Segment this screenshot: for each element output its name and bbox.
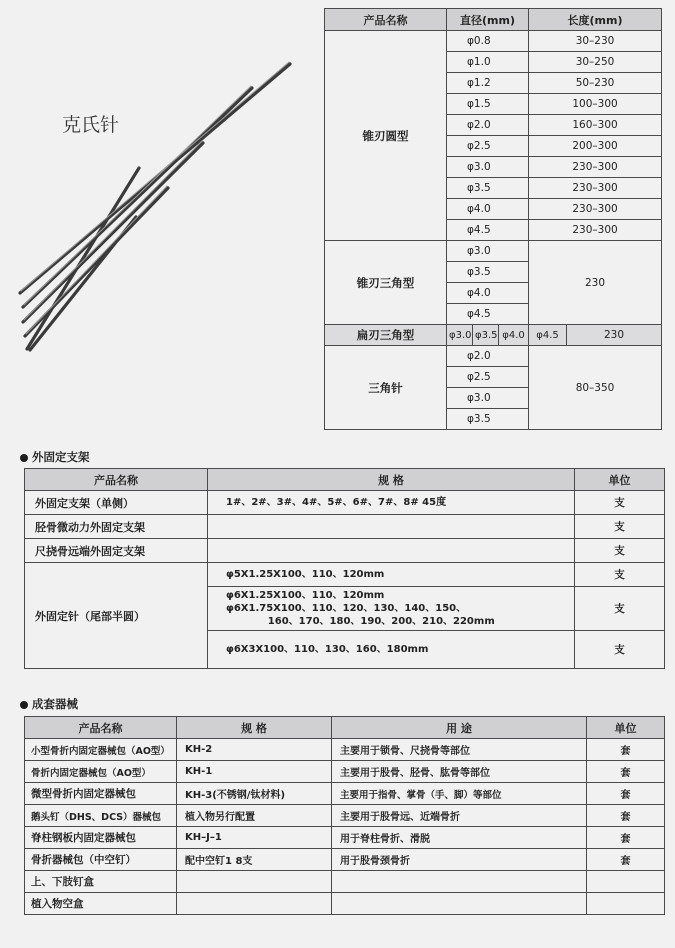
diameter-cell: φ0.8 [447, 31, 529, 52]
unit-cell: 支 [575, 491, 665, 515]
length-cell: 230–300 [529, 178, 662, 199]
bullet-icon [20, 701, 28, 709]
diameter-cell: φ3.5 [447, 178, 529, 199]
product-name: 外固定针（尾部半圆） [25, 563, 208, 669]
unit-cell: 支 [575, 515, 665, 539]
diameter-cell: φ3.5 [447, 262, 529, 283]
length-cell: 30–230 [529, 31, 662, 52]
diameter-cell: φ3.0 [447, 157, 529, 178]
header-diameter: 直径(mm) [447, 9, 529, 31]
spec-cell [208, 515, 575, 539]
spec-cell [208, 539, 575, 563]
use-cell: 主要用于股骨、胫骨、肱骨等部位 [332, 761, 587, 783]
unit-cell: 套 [587, 761, 665, 783]
diameter-cell: φ3.0 [447, 241, 529, 262]
length-cell: 230 [529, 241, 662, 325]
product-name: 植入物空盒 [25, 893, 177, 915]
diameter-cell: φ4.0 [447, 283, 529, 304]
product-name: 外固定支架（单侧） [25, 491, 208, 515]
header-product-name: 产品名称 [25, 469, 208, 491]
use-cell [332, 871, 587, 893]
use-cell: 用于脊柱骨折、滑脱 [332, 827, 587, 849]
header-product-name: 产品名称 [25, 717, 177, 739]
length-cell: 50–230 [529, 73, 662, 94]
kirschner-pins-illustration [10, 50, 310, 370]
length-cell: 30–250 [529, 52, 662, 73]
header-unit: 单位 [587, 717, 665, 739]
header-spec: 规 格 [177, 717, 332, 739]
product-conical-triangle: 锥刃三角型 [325, 241, 447, 325]
diameter-cell: φ3.5 [473, 325, 499, 346]
kirschner-label: 克氏针 [62, 114, 120, 136]
diameter-cell: φ1.5 [447, 94, 529, 115]
product-name: 上、下肢钉盒 [25, 871, 177, 893]
diameter-cell: φ2.5 [447, 136, 529, 157]
diameter-cell: φ3.5 [447, 409, 529, 430]
unit-cell [587, 871, 665, 893]
spec-cell: KH-3(不锈钢/钛材料) [177, 783, 332, 805]
unit-cell: 套 [587, 827, 665, 849]
use-cell: 主要用于指骨、掌骨（手、脚）等部位 [332, 783, 587, 805]
diameter-cell: φ4.5 [447, 220, 529, 241]
header-length: 长度(mm) [529, 9, 662, 31]
spec-cell: 配中空钉1 8支 [177, 849, 332, 871]
spec-cell [177, 893, 332, 915]
unit-cell: 套 [587, 849, 665, 871]
diameter-cell: φ2.0 [447, 346, 529, 367]
use-cell: 用于股骨颈骨折 [332, 849, 587, 871]
length-cell: 230–300 [529, 199, 662, 220]
use-cell [332, 893, 587, 915]
diameter-cell: φ4.5 [447, 304, 529, 325]
instrument-kits-table [24, 716, 665, 915]
spec-cell: φ5X1.25X100、110、120mm [208, 563, 575, 587]
diameter-cell: φ4.0 [447, 199, 529, 220]
length-cell: 200–300 [529, 136, 662, 157]
header-use: 用 途 [332, 717, 587, 739]
unit-cell: 套 [587, 805, 665, 827]
header-spec: 规 格 [208, 469, 575, 491]
diameter-cell: φ1.2 [447, 73, 529, 94]
length-cell: 230–300 [529, 220, 662, 241]
section-title: 外固定支架 [32, 450, 90, 464]
section-instrument-kits [20, 696, 78, 712]
unit-cell: 套 [587, 739, 665, 761]
unit-cell: 支 [575, 631, 665, 669]
product-name: 骨折器械包（中空钉） [25, 849, 177, 871]
product-name: 胫骨微动力外固定支架 [25, 515, 208, 539]
use-cell: 主要用于锁骨、尺挠骨等部位 [332, 739, 587, 761]
spec-cell: KH–J–1 [177, 827, 332, 849]
diameter-cell: φ3.0 [447, 325, 473, 346]
product-flat-triangle: 扁刃三角型 [325, 325, 447, 346]
unit-cell [587, 893, 665, 915]
spec-cell: 1#、2#、3#、4#、5#、6#、7#、8# 45度 [208, 491, 575, 515]
product-triangle-needle: 三角针 [325, 346, 447, 430]
product-name: 鹅头钉（DHS、DCS）器械包 [25, 805, 177, 827]
spec-cell: 植入物另行配置 [177, 805, 332, 827]
external-fixator-table [24, 468, 665, 669]
header-product-name: 产品名称 [325, 9, 447, 31]
product-name: 小型骨折内固定器械包（AO型） [25, 739, 177, 761]
bullet-icon [20, 454, 28, 462]
length-cell: 160–300 [529, 115, 662, 136]
spec-cell: φ6X3X100、110、130、160、180mm [208, 631, 575, 669]
diameter-cell: φ2.5 [447, 367, 529, 388]
section-external-fixator [20, 449, 90, 465]
product-name: 微型骨折内固定器械包 [25, 783, 177, 805]
section-title: 成套器械 [32, 697, 78, 711]
length-cell: 230–300 [529, 157, 662, 178]
length-cell: 80–350 [529, 346, 662, 430]
product-name: 尺挠骨远端外固定支架 [25, 539, 208, 563]
length-cell: 100–300 [529, 94, 662, 115]
diameter-cell: φ4.0 [499, 325, 529, 346]
product-name: 脊柱钢板内固定器械包 [25, 827, 177, 849]
product-name: 骨折内固定器械包（AO型） [25, 761, 177, 783]
unit-cell: 支 [575, 587, 665, 631]
product-conical-round: 锥刃圆型 [325, 31, 447, 241]
use-cell: 主要用于股骨远、近端骨折 [332, 805, 587, 827]
spec-cell: KH-2 [177, 739, 332, 761]
diameter-cell: φ1.0 [447, 52, 529, 73]
pins-drawing [10, 50, 310, 370]
unit-cell: 套 [587, 783, 665, 805]
header-unit: 单位 [575, 469, 665, 491]
diameter-cell: φ4.5 [529, 325, 567, 346]
spec-cell: φ6X1.25X100、110、120mm φ6X1.75X100、110、120、130、140、150、 160、170、180、190、200、210、220mm [208, 587, 575, 631]
spec-cell: KH-1 [177, 761, 332, 783]
diameter-cell: φ3.0 [447, 388, 529, 409]
diameter-cell: φ2.0 [447, 115, 529, 136]
unit-cell: 支 [575, 563, 665, 587]
unit-cell: 支 [575, 539, 665, 563]
kirschner-spec-table [324, 8, 662, 430]
length-cell: 230 [567, 325, 662, 346]
spec-cell [177, 871, 332, 893]
